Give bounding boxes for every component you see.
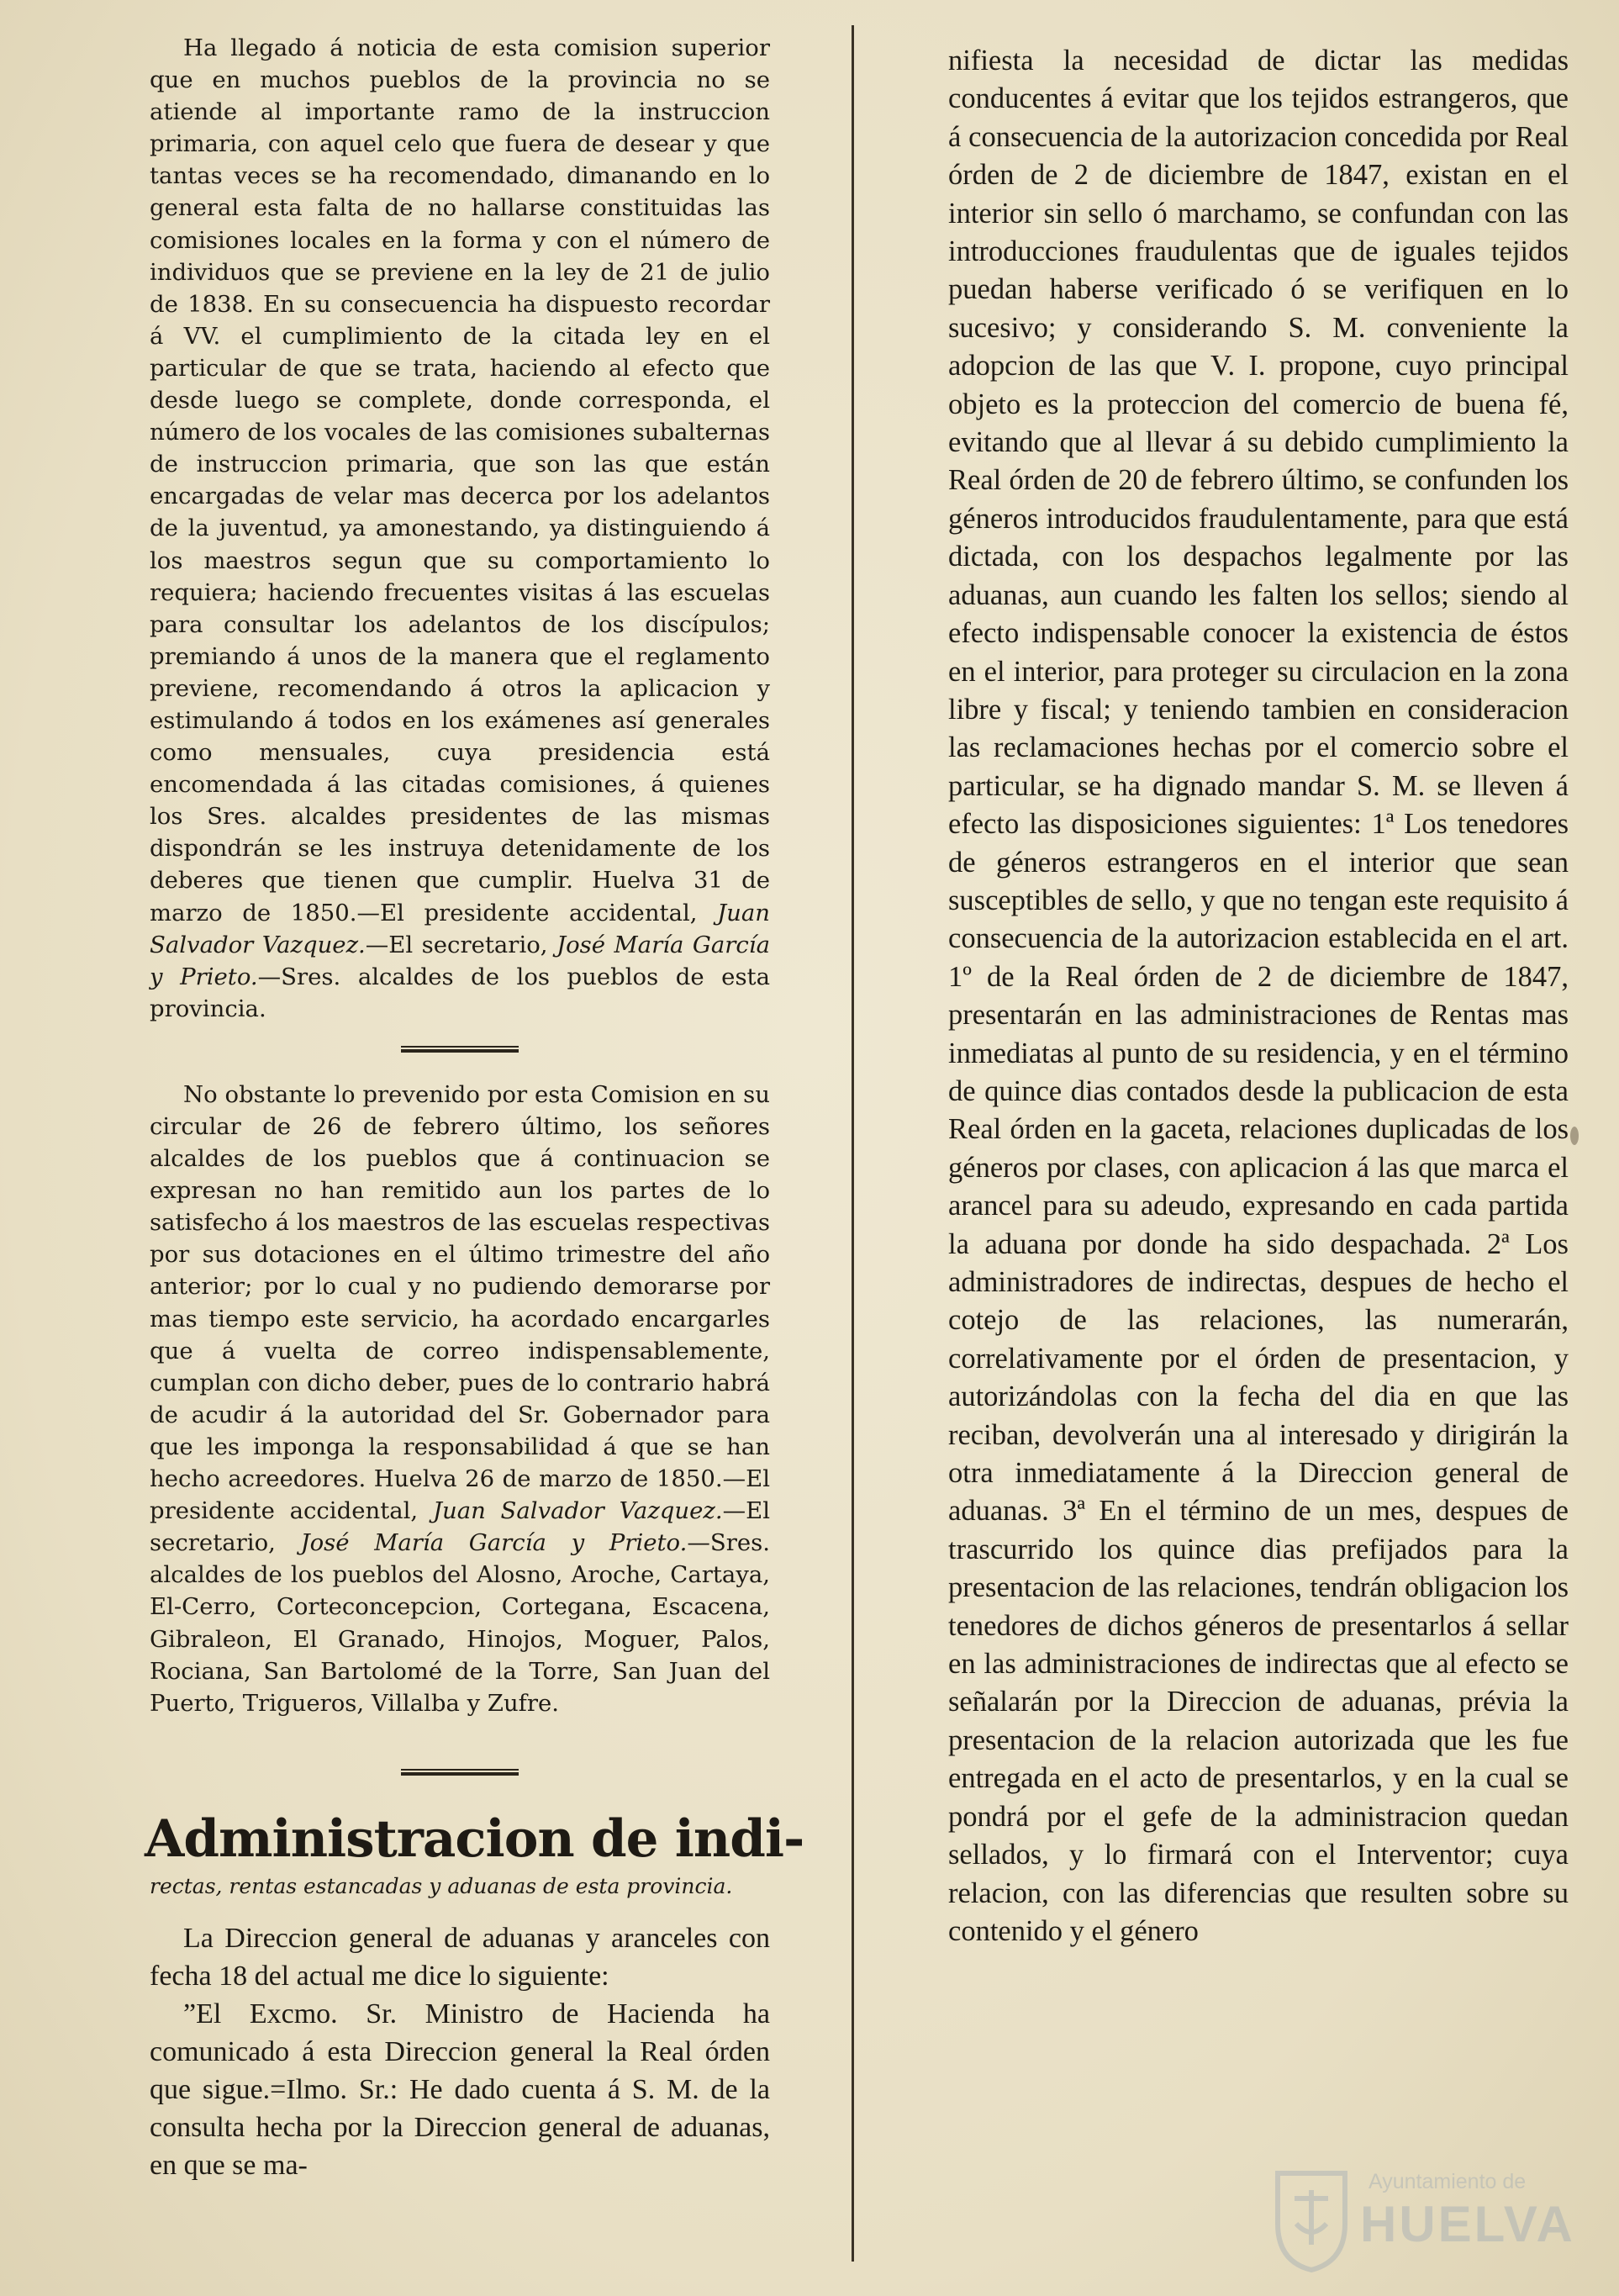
circular-1-end: —Sres. alcaldes de los pueblos de esta provincia.: [150, 963, 770, 1022]
section-subtitle: rectas, rentas estancadas y aduanas de esta provincia.: [150, 1873, 733, 1898]
dispatch-paragraph-1: La Direccion general de aduanas y aranceles con fecha 18 del actual me dice lo siguiente:: [150, 1922, 770, 1992]
circular-1-body: Ha llegado á noticia de esta comision superior que en muchos pueblos de la provincia no se atiende al importante ramo de la instruccion primaria, con aquel celo que fuera de desear y que tantas veces se ha recomendado, dimanando en lo general esta falta de no hallarse constituidas las comisiones locales en la forma y con el número de individuos que se previene en la ley de 21 de julio de 1838. En su consecuencia ha dispuesto recordar á VV. el cumplimiento de la citada ley en el particular de que se trata, haciendo al efecto que desde luego se complete, donde corresponda, el número de los vocales de las comisiones subalternas de instruccion primaria, que son las que están encargadas de velar mas decerca por los adelantos de la juventud, ya amonestando, ya distinguiendo á los maestros segun que su comportamiento lo requiera; haciendo frecuentes visitas á las escuelas para consultar los adelantos de los discípulos; premiando á unos de la manera que el reglamento previene, recomendando á otros la aplicacion y estimulando á todos en los exámenes así generales como mensuales, cuya presidencia está encomendada á las citadas comisiones, á quienes los Sres. alcaldes presidentes de las mismas dispondrán se les instruya detenidamente de los deberes que tienen que cumplir. Huelva 31 de marzo de 1850.—El presidente accidental,: [150, 34, 770, 926]
circular-2-president: Juan Salvador Vazquez.: [432, 1497, 723, 1525]
circular-2-body: No obstante lo prevenido por esta Comision en su circular de 26 de febrero último, los señores alcaldes de los pueblos que á continuacion se expresan no han remitido aun los partes de lo satisfecho á los maestros de las escuelas respectivas por sus dotaciones en el último trimestre del año anterior; por lo cual y no pudiendo demorarse por mas tiempo este servicio, ha acordado encargarles que á vuelta de correo indispensablemente, cumplan con dicho deber, pues de lo contrario habrá de acudir á la autoridad del Sr. Gobernador para que les imponga la responsabilidad á que se han hecho acreedores. Huelva 26 de marzo de 1850.—El presidente accidental,: [150, 1080, 770, 1525]
royal-order-text: nifiesta la necesidad de dictar las medidas conducentes á evitar que los tejidos estrangeros, que á consecuencia de la autorizacion concedida por Real órden de 2 de diciembre de 1847, existan en el interior sin sello ó marchamo, se confundan con las introducciones fraudulentas que de iguales tejidos puedan haberse verificado ó se verifiquen en lo sucesivo; y considerando S. M. conveniente la adopcion de las que V. I. propone, cuyo principal objeto es la proteccion del comercio de buena fé, evitando que al llevar á su debido cumplimiento la Real órden de 20 de febrero último, se confunden los géneros introducidos fraudulentamente, para que está dictada, con los despachos legalmente por las aduanas, aun cuando les falten los sellos; siendo al efecto indispensable conocer la existencia de éstos en el interior, para proteger su circulacion en la zona libre y fiscal; y teniendo tambien en consideracion las reclamaciones hechas por el comercio sobre el particular, se ha dignado mandar S. M. se lleven á efecto las disposiciones siguientes: 1ª Los tenedores de géneros estrangeros en el interior que sean susceptibles de sello, y que no tengan este requisito á consecuencia de la autorizacion establecida en el art. 1º de la Real órden de 2 de diciembre de 1847, presentarán en las administraciones de Rentas mas inmediatas al punto de su residencia, y en el término de quince dias contados desde la publicacion de esta Real órden en la gaceta, relaciones duplicadas de los géneros por clases, con aplicacion á las que marca el arancel para su adeudo, expresando en cada partida la aduana por donde ha sido despachada. 2ª Los administradores de indirectas, despues de hecho el cotejo de las relaciones, las numerarán, correlativamente por el órden de presentacion, y autorizándolas con la fecha del dia en que las reciban, devolverán una al interesado y dirigirán la otra inmediatamente á la Direccion general de aduanas. 3ª En el término de un mes, despues de trascurrido los quince dias prefijados para la presentacion de las relaciones, tendrán obligacion los tenedores de dichos géneros de presentarlos á sellar en las administraciones de indirectas que al efecto se señalarán por la Direccion de aduanas, prévia la presentacion de la relacion autorizada que les fue entregada en el acto de presentarlos, y en la cual se pondrá por el gefe de la administracion quedan sellados, y lo firmará con el Interventor; cuya relacion, con las diferencias que resulten sobre su contenido y el género: [948, 45, 1569, 1947]
watermark-line-2: HUELVA: [1360, 2196, 1575, 2252]
right-column: [948, 42, 1569, 1950]
watermark-line-1: Ayuntamiento de: [1369, 2170, 1527, 2193]
circular-2-mid: —El secretario,: [150, 1497, 770, 1557]
separator-rule-2: [401, 1766, 519, 1778]
dispatch-body: [150, 1919, 770, 2184]
watermark: [1269, 2165, 1575, 2283]
ink-spot: [1570, 1127, 1579, 1145]
circular-1-secretary: José María García y Prieto.: [150, 931, 770, 990]
column-divider: [852, 25, 854, 2262]
circular-education-commissions: [150, 32, 770, 1025]
circular-2-secretary: José María García y Prieto.: [300, 1529, 688, 1557]
city-shield-icon: [1269, 2165, 1353, 2274]
circular-1-president: Juan Salvador Vazquez.: [150, 899, 770, 958]
circular-1-mid: —El secretario,: [365, 931, 548, 958]
left-column: [145, 32, 804, 2184]
circular-teacher-payments: [150, 1079, 770, 1719]
circular-2-end: —Sres. alcaldes de los pueblos del Alosno, Aroche, Cartaya, El-Cerro, Corteconcepcion, Cortegana, Escacena, Gibraleon, El Granado, Hinojos, Moguer, Palos, Rociana, San Bartolomé de la Torre, San Juan del Puerto, Trigueros, Villalba y Zufre.: [150, 1529, 770, 1717]
separator-rule: [401, 1043, 519, 1055]
section-title: Administracion de indi-: [145, 1808, 804, 1869]
dispatch-paragraph-2: ”El Excmo. Sr. Ministro de Hacienda ha comunicado á esta Direccion general la Real órden que sigue.=Ilmo. Sr.: He dado cuenta á S. M. de la consulta hecha por la Direccion general de aduanas, en que se ma-: [150, 1998, 770, 2181]
